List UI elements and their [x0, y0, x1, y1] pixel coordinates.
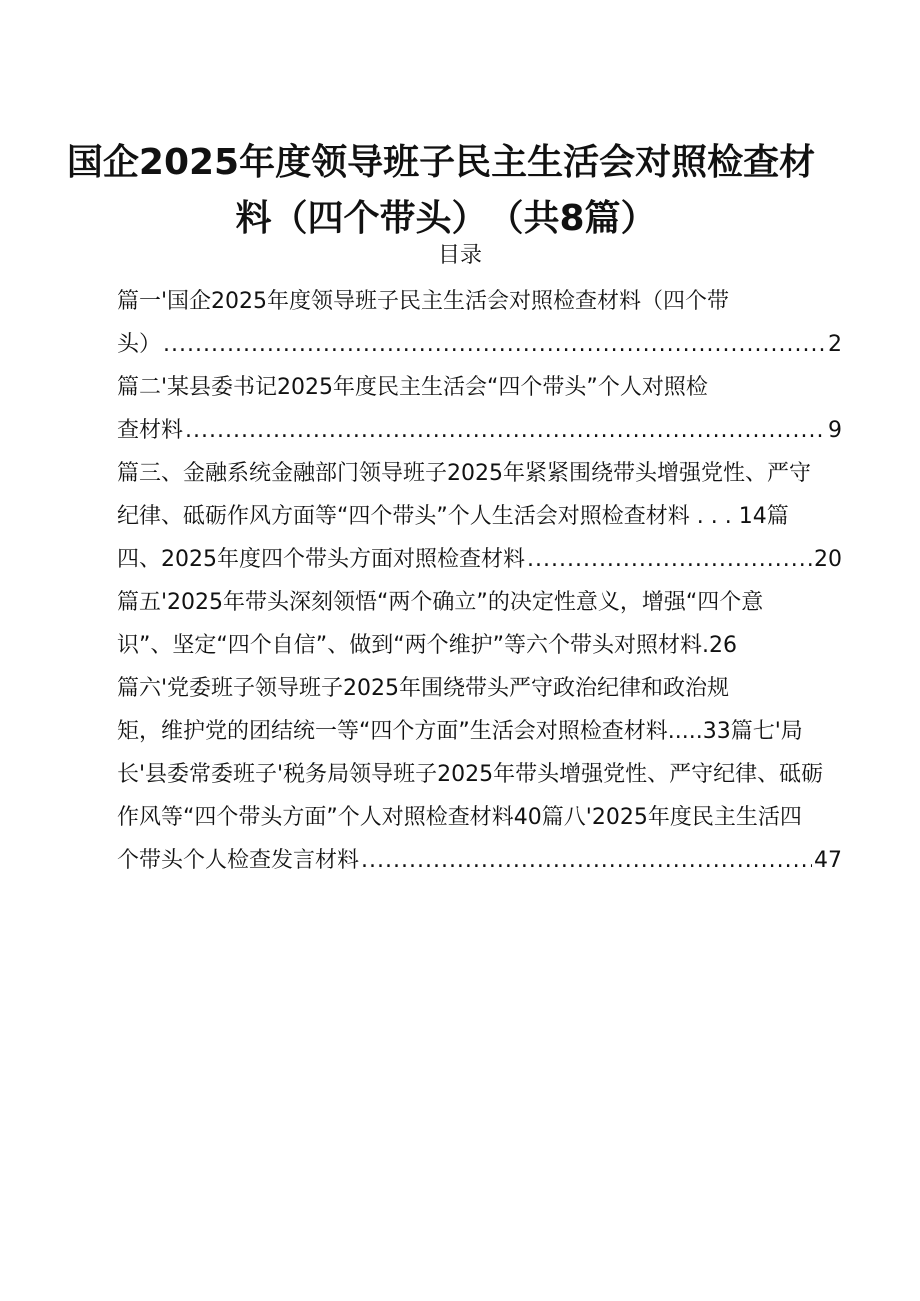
- document-title-line-2: 料（四个带头） （共8篇）: [235, 198, 657, 239]
- toc-line-13[interactable]: 作风等“四个带头方面”个人对照检查材料40篇八'2025年度民主生活四: [117, 805, 802, 830]
- toc-line-3[interactable]: 篇二'某县委书记2025年度民主生活会“四个带头”个人对照检: [117, 375, 708, 400]
- toc-line-5[interactable]: 篇三、金融系统金融部门领导班子2025年紧紧围绕带头增强党性、严守: [117, 461, 811, 486]
- toc-line-6[interactable]: 纪律、砥砺作风方面等“四个带头”个人生活会对照检查材料 . . . 14篇: [117, 504, 789, 529]
- toc-line-11[interactable]: 矩，维护党的团结统一等“四个方面”生活会对照检查材料.....33篇七'局: [117, 719, 803, 744]
- document-title-line-1: 国企2025年度领导班子民主生活会对照检查材: [66, 142, 816, 183]
- toc-page-number: 20: [814, 547, 842, 572]
- toc-entry-text: 头）: [117, 332, 162, 357]
- toc-line-12[interactable]: 长'县委常委班子'税务局领导班子2025年带头增强党性、严守纪律、砥砺: [117, 762, 824, 787]
- toc-line-4[interactable]: [117, 412, 842, 450]
- toc-entry-text: 个带头个人检查发言材料: [117, 848, 360, 873]
- toc-line-1[interactable]: 篇一'国企2025年度领导班子民主生活会对照检查材料（四个带: [117, 289, 730, 314]
- toc-line-9[interactable]: 识”、坚定“四个自信”、做到“两个维护”等六个带头对照材料.26: [117, 633, 737, 658]
- toc-line-14[interactable]: [117, 842, 842, 880]
- toc-line-8[interactable]: 篇五'2025年带头深刻领悟“两个确立”的决定性意义，增强“四个意: [117, 590, 764, 615]
- dot-leader: [163, 326, 826, 364]
- toc-line-2[interactable]: [117, 326, 842, 364]
- dot-leader: [361, 842, 812, 880]
- toc-entry-text: 查材料: [117, 418, 184, 443]
- toc-page-number: 2: [828, 332, 842, 357]
- toc-line-7[interactable]: [117, 541, 842, 579]
- toc-heading: 目录: [437, 243, 482, 268]
- toc-line-10[interactable]: 篇六'党委班子领导班子2025年围绕带头严守政治纪律和政治规: [117, 676, 730, 701]
- toc-entry-text: 四、2025年度四个带头方面对照检查材料: [117, 547, 525, 572]
- toc-page-number: 47: [814, 848, 842, 873]
- dot-leader: [185, 412, 826, 450]
- dot-leader: [527, 541, 812, 579]
- toc-page-number: 9: [828, 418, 842, 443]
